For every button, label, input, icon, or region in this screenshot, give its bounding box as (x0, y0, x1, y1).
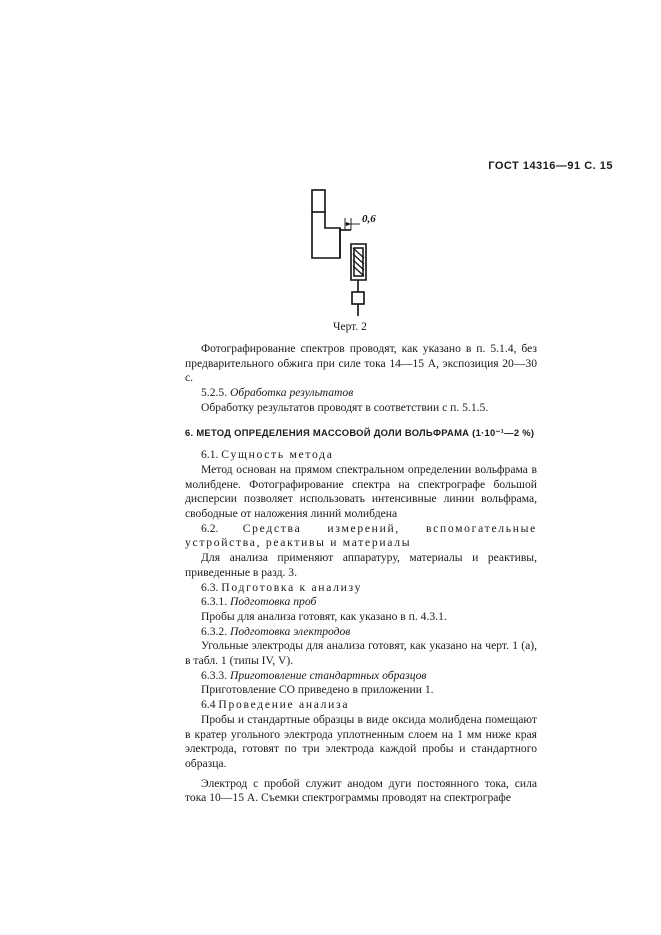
paragraph: Метод основан на прямом спектральном определении вольфрама в молибдене. Фотографирование спектра на спектрографе большой дисперсии позволяет использовать интенсивные линии вольфрама, свободные от наложения линий молибдена (185, 462, 537, 521)
paragraph: Электрод с пробой служит анодом дуги постоянного тока, сила тока 10—15 А. Съемки спектрограммы проводят на спектрографе (185, 776, 537, 805)
subsection-heading: 6.3.3. Приготовление стандартных образцов (201, 668, 427, 682)
subsection-heading: 6.3.1. Подготовка проб (201, 595, 317, 609)
dimension-label: 0,6 (362, 213, 376, 225)
paragraph: Угольные электроды для анализа готовят, как указано на черт. 1 (а), в табл. 1 (типы IV, V). (185, 639, 537, 668)
paragraph: Для анализа применяют аппаратуру, материалы и реактивы, приведенные в разд. 3. (185, 551, 537, 579)
paragraph: Пробы и стандартные образцы в виде оксида молибдена помещают в кратер угольного электрода уплотненным слоем на 1 мм ниже края электрода, готовят по три электрода каждой пробы и стандартного образца. (185, 712, 537, 770)
electrode-diagram (300, 188, 410, 323)
electrode-drawing (300, 188, 410, 323)
subsection-heading: 6.3. Подготовка к анализу (201, 580, 363, 594)
section-heading: 6. МЕТОД ОПРЕДЕЛЕНИЯ МАССОВОЙ ДОЛИ ВОЛЬФРАМА (1·10⁻¹—2 %) (185, 426, 535, 438)
upper-electrode-tip (312, 190, 325, 212)
paragraph: Фотографирование спектров проводят, как указано в п. 5.1.4, без предварительного обжига при силе тока 14—15 А, экспозиция 20—30 с. (185, 342, 537, 385)
page-header: ГОСТ 14316—91 С. 15 (488, 160, 613, 172)
paragraph: Приготовление СО приведено в приложении 1. (201, 683, 434, 697)
subsection-heading: 6.1. Сущность метода (201, 448, 334, 462)
paragraph: Пробы для анализа готовят, как указано в п. 4.3.1. (201, 609, 447, 623)
body-text (185, 342, 537, 806)
paragraph: Обработку результатов проводят в соответствии с п. 5.1.5. (201, 400, 489, 414)
figure-caption: Черт. 2 (333, 321, 367, 333)
subsection-heading: 6.4 Проведение анализа (201, 698, 350, 712)
subsection-heading: 6.3.2. Подготовка электродов (201, 624, 351, 638)
subsection-heading: 5.2.5. Обработка результатов (201, 386, 354, 400)
electrode-holder (352, 292, 364, 304)
upper-electrode-body (312, 212, 340, 258)
subsection-heading: 6.2. Средства измерений, вспомогательные устройства, реактивы и материалы (185, 521, 537, 550)
